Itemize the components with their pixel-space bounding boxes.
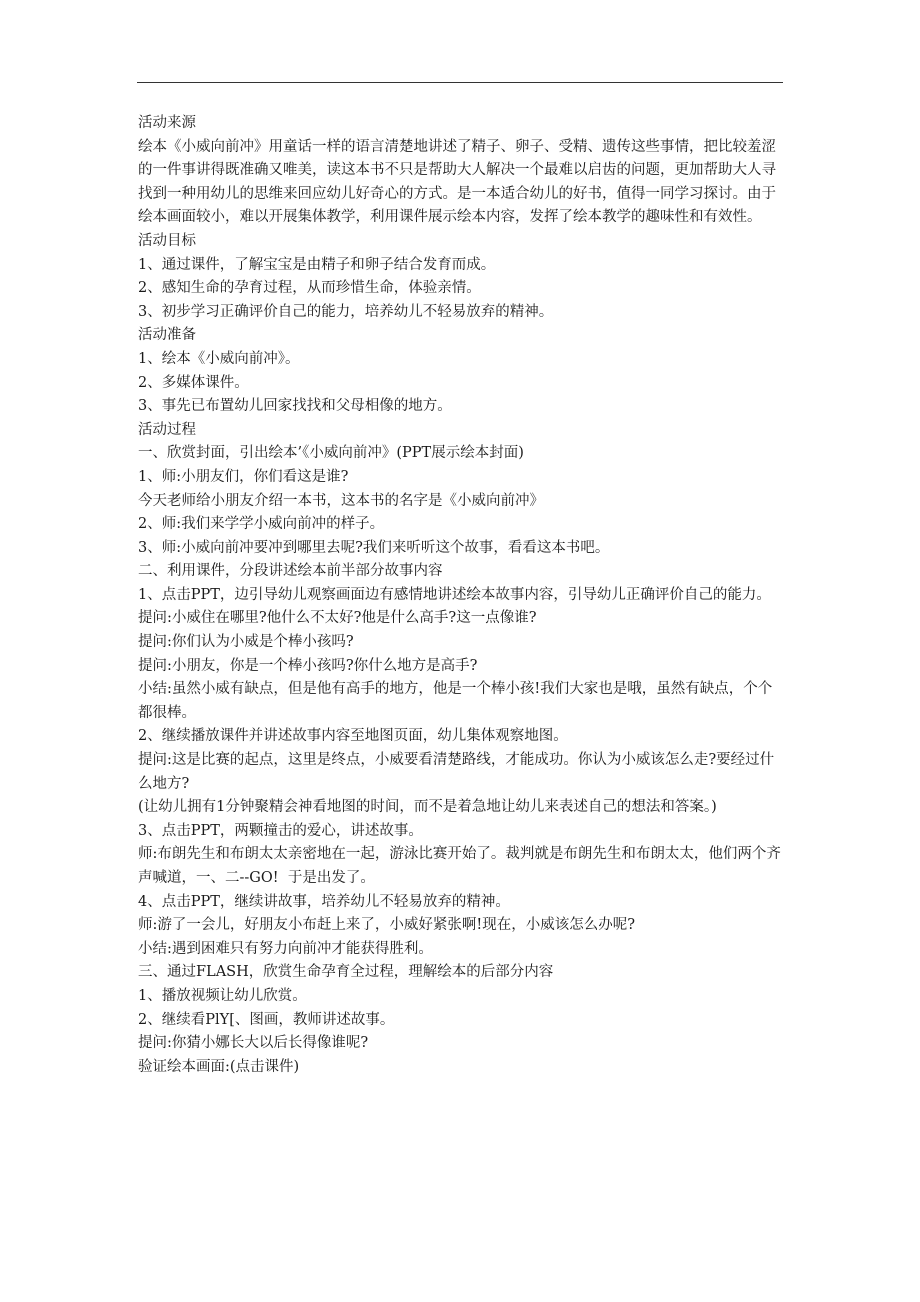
section-heading-source: 活动来源: [138, 115, 196, 131]
process-line: 小结:遇到困难只有努力向前冲才能获得胜利。: [138, 940, 433, 957]
section-heading-goals: 活动目标: [138, 232, 196, 249]
prep-item-1: 1、绘本《小威向前冲》。: [138, 350, 300, 367]
process-line: 2、继续看PlY[、图画，教师讲述故事。: [138, 1011, 395, 1028]
prep-item-3: 3、事先已布置幼儿回家找找和父母相像的地方。: [138, 398, 452, 415]
goal-item-3: 3、初步学习正确评价自己的能力，培养幼儿不轻易放弃的精神。: [138, 303, 554, 320]
process-line: 师:布朗先生和布朗太太亲密地在一起，游泳比赛开始了。裁判就是布朗先生和布朗太太，他们两个齐声喊道，一、二--GO! 于是出发了。: [138, 846, 781, 886]
process-line: 3、点击PPT，两颗撞击的爱心，讲述故事。: [138, 822, 423, 839]
process-line: 提问:你们认为小威是个棒小孩吗?: [138, 634, 354, 651]
section-heading-process: 活动过程: [138, 421, 196, 438]
process-line: 3、师:小威向前冲要冲到哪里去呢?我们来听听这个故事，看看这本书吧。: [138, 539, 610, 556]
process-line: 提问:这是比赛的起点，这里是终点，小威要看清楚路线，才能成功。你认为小威该怎么走?要经过什么地方?: [138, 752, 775, 792]
process-line: 提问:你猜小娜长大以后长得像谁呢?: [138, 1035, 369, 1052]
process-line: 1、点击PPT，边引导幼儿观察画面边有感情地讲述绘本故事内容，引导幼儿正确评价自己的能力。: [138, 586, 771, 603]
paragraph-source: 绘本《小威向前冲》用童话一样的语言清楚地讲述了精子、卵子、受精、遗传这些事情，把比较羞涩的一件事讲得既准确又唯美，读这本书不只是帮助大人解决一个最难以启齿的问题，更加帮助大人寻找到一种用幼儿的思维来回应幼儿好奇心的方式。是一本适合幼儿的好书，值得一同学习探讨。由于绘本画面较小，难以开展集体教学，利用课件展示绘本内容，发挥了绘本教学的趣味性和有效性。: [138, 138, 776, 226]
process-line: 今天老师给小朋友介绍一本书，这本书的名字是《小威向前冲》: [138, 492, 544, 509]
prep-item-2: 2、多媒体课件。: [138, 374, 249, 391]
process-line: 4、点击PPT，继续讲故事，培养幼儿不轻易放弃的精神。: [138, 893, 510, 910]
process-line: 提问:小威住在哪里?他什么不太好?他是什么高手?这一点像谁?: [138, 610, 537, 627]
section-heading-preparation: 活动准备: [138, 327, 196, 344]
process-line: 2、师:我们来学学小威向前冲的样子。: [138, 516, 385, 533]
goal-item-2: 2、感知生命的孕育过程，从而珍惜生命，体验亲情。: [138, 280, 481, 297]
process-line: 1、播放视频让幼儿欣赏。: [138, 987, 307, 1004]
process-line: 2、继续播放课件并讲述故事内容至地图页面，幼儿集体观察地图。: [138, 728, 568, 745]
process-line: (让幼儿拥有1分钟聚精会神看地图的时间，而不是着急地让幼儿来表述自己的想法和答案。): [138, 799, 717, 816]
header-rule: [137, 82, 783, 83]
process-step-2: 二、利用课件，分段讲述绘本前半部分故事内容: [138, 563, 443, 580]
process-line: 小结:虽然小威有缺点，但是他有高手的地方，他是一个棒小孩!我们大家也是哦，虽然有缺点，个个都很棒。: [138, 681, 773, 721]
process-line: 提问:小朋友，你是一个棒小孩吗?你什么地方是高手?: [138, 657, 478, 674]
process-step-1: 一、欣赏封面，引出绘本’《小威向前冲》(PPT展示绘本封面): [138, 445, 524, 462]
process-step-3: 三、通过FLASH，欣赏生命孕育全过程，理解绘本的后部分内容: [138, 964, 554, 981]
document-body: [138, 112, 784, 1079]
process-line: 验证绘本画面:(点击课件): [138, 1058, 300, 1075]
goal-item-1: 1、通过课件，了解宝宝是由精子和卵子结合发育而成。: [138, 256, 496, 273]
process-line: 师:游了一会儿，好朋友小布赶上来了，小威好紧张啊!现在，小威该怎么办呢?: [138, 917, 635, 934]
process-line: 1、师:小朋友们，你们看这是谁?: [138, 468, 349, 485]
